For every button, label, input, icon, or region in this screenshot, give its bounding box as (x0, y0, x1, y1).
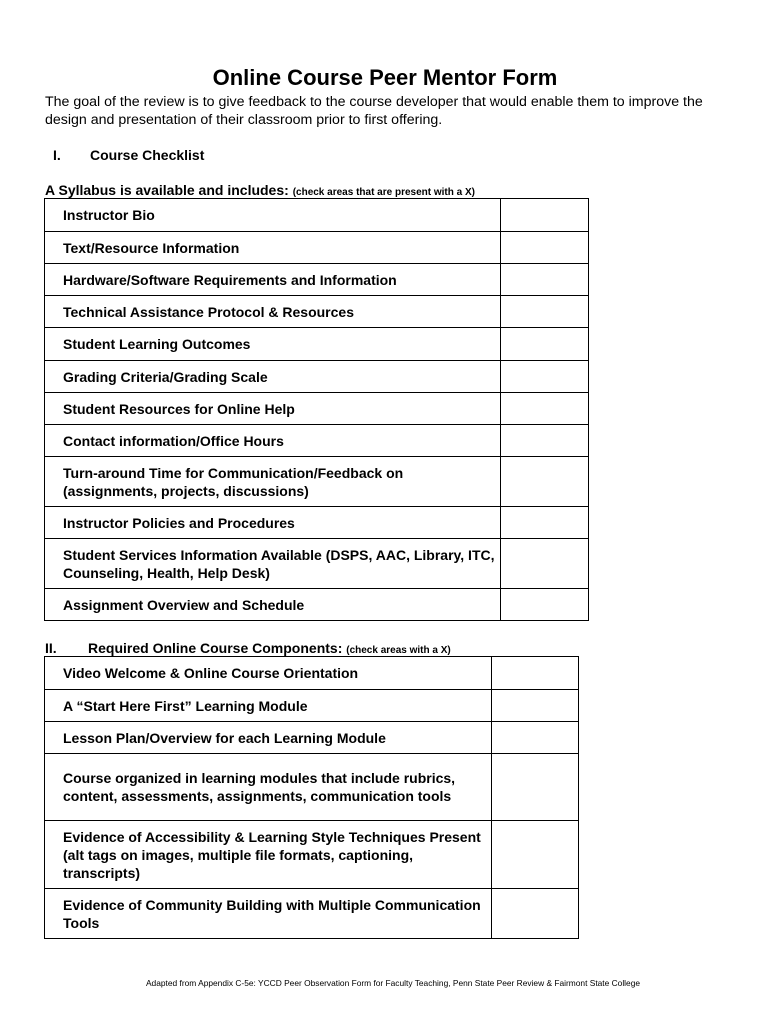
table-row (45, 199, 589, 232)
checkbox-cell[interactable] (500, 393, 589, 425)
syllabus-heading-note: (check areas that are present with a X) (292, 187, 475, 198)
syllabus-heading-label: A Syllabus is available and includes: (45, 182, 293, 198)
checkbox-cell[interactable] (500, 425, 589, 457)
checkbox-cell[interactable] (500, 507, 589, 539)
table-row (45, 539, 589, 589)
checkbox-cell[interactable] (500, 361, 589, 393)
checklist-item-label: Instructor Policies and Procedures (45, 507, 501, 539)
checklist-item-label: Hardware/Software Requirements and Information (45, 264, 501, 296)
checkbox-cell[interactable] (492, 657, 579, 690)
checkbox-cell[interactable] (500, 539, 589, 589)
table-row (45, 754, 579, 821)
checklist-item-label: Video Welcome & Online Course Orientation (45, 657, 492, 690)
checkbox-cell[interactable] (500, 328, 589, 361)
checklist-item-label: Text/Resource Information (45, 232, 501, 264)
table-row (45, 722, 579, 754)
table-row (45, 889, 579, 939)
table-row (45, 690, 579, 722)
table-row (45, 296, 589, 328)
checkbox-cell[interactable] (492, 690, 579, 722)
checkbox-cell[interactable] (500, 199, 589, 232)
checkbox-cell[interactable] (492, 754, 579, 821)
section-label: Course Checklist (90, 147, 205, 163)
section-number: II. (45, 640, 57, 656)
page-title: Online Course Peer Mentor Form (212, 65, 558, 90)
section-number: I. (53, 147, 61, 163)
table-row (45, 507, 589, 539)
checklist-item-label: Evidence of Community Building with Multiple Communication Tools (45, 889, 492, 939)
checklist-item-label: Grading Criteria/Grading Scale (45, 361, 501, 393)
required-components-note: (check areas with a X) (346, 645, 451, 656)
table-row (45, 589, 589, 621)
syllabus-checklist-table (44, 198, 589, 621)
checklist-item-label: Course organized in learning modules that include rubrics, content, assessments, assignments, communication tools (45, 754, 492, 821)
required-components-label: Required Online Course Components: (88, 640, 347, 656)
intro-paragraph: The goal of the review is to give feedback to the course developer that would enable them to improve the design and presentation of their classroom prior to first offering. (45, 94, 703, 128)
footer-attribution: Adapted from Appendix C-5e: YCCD Peer Observation Form for Faculty Teaching, Penn State Peer Review & Fairmont State College (145, 978, 641, 988)
table-row (45, 821, 579, 889)
checkbox-cell[interactable] (492, 889, 579, 939)
table-row (45, 361, 589, 393)
checklist-item-label: A “Start Here First” Learning Module (45, 690, 492, 722)
table-row (45, 232, 589, 264)
checklist-item-label: Lesson Plan/Overview for each Learning Module (45, 722, 492, 754)
table-row (45, 393, 589, 425)
checklist-item-label: Contact information/Office Hours (45, 425, 501, 457)
checklist-item-label: Student Learning Outcomes (45, 328, 501, 361)
checklist-item-label: Assignment Overview and Schedule (45, 589, 501, 621)
checkbox-cell[interactable] (500, 264, 589, 296)
checkbox-cell[interactable] (492, 821, 579, 889)
table-row (45, 425, 589, 457)
checkbox-cell[interactable] (500, 296, 589, 328)
checklist-item-label: Turn-around Time for Communication/Feedback on (assignments, projects, discussions) (45, 457, 501, 507)
table-row (45, 264, 589, 296)
checkbox-cell[interactable] (500, 457, 589, 507)
checklist-item-label: Evidence of Accessibility & Learning Style Techniques Present (alt tags on images, multiple file formats, captioning, transcripts) (45, 821, 492, 889)
section-heading-course-checklist (53, 146, 204, 164)
checkbox-cell[interactable] (500, 589, 589, 621)
table-row (45, 657, 579, 690)
checklist-item-label: Student Resources for Online Help (45, 393, 501, 425)
checkbox-cell[interactable] (492, 722, 579, 754)
checkbox-cell[interactable] (500, 232, 589, 264)
required-components-table (44, 656, 579, 939)
checklist-item-label: Student Services Information Available (DSPS, AAC, Library, ITC, Counseling, Health, Help Desk) (45, 539, 501, 589)
table-row (45, 328, 589, 361)
checklist-item-label: Technical Assistance Protocol & Resources (45, 296, 501, 328)
checklist-item-label: Instructor Bio (45, 199, 501, 232)
table-row (45, 457, 589, 507)
